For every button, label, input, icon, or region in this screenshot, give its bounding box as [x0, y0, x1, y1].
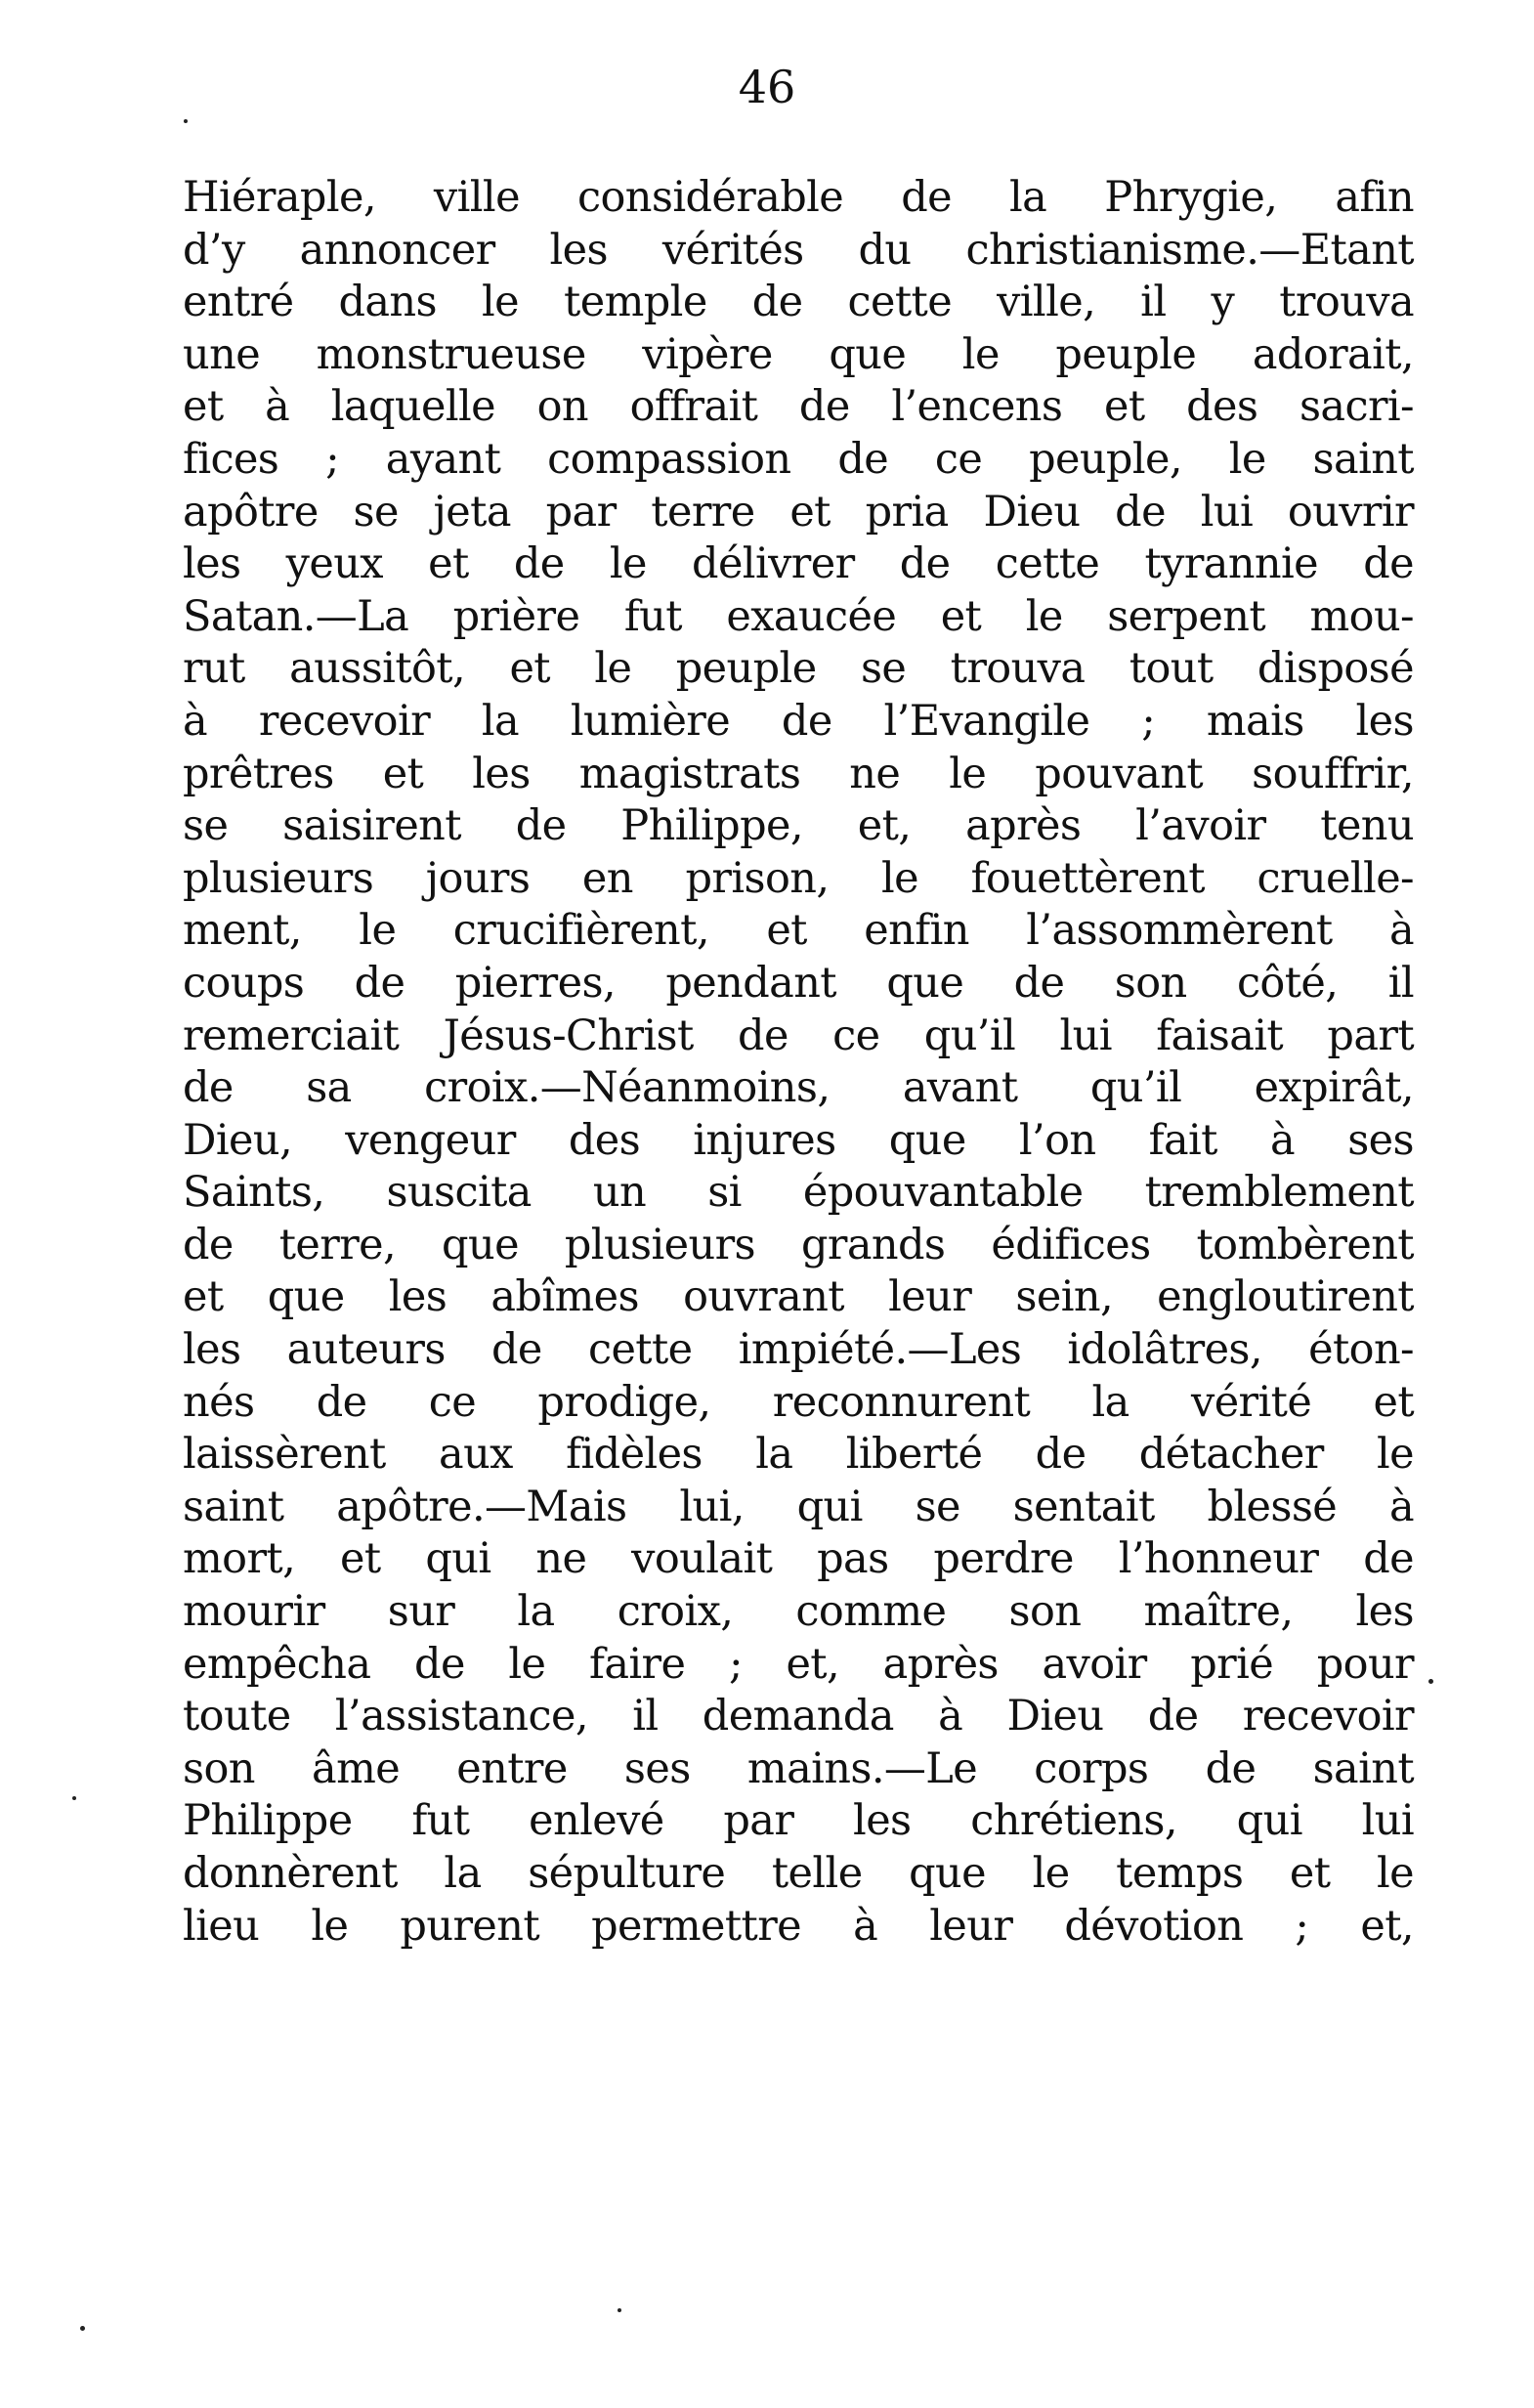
text-line: apôtre se jeta par terre et pria Dieu de lui ouvrir — [183, 487, 1414, 537]
text-line: saint apôtre.—Mais lui, qui se sentait blessé à — [183, 1482, 1414, 1531]
text-line: une monstrueuse vipère que le peuple adorait, — [183, 329, 1414, 379]
text-line: fices ; ayant compassion de ce peuple, le saint — [183, 434, 1414, 484]
text-line: et à laquelle on offrait de l’encens et des sacri- — [183, 382, 1414, 432]
text-line: mort, et qui ne voulait pas perdre l’honneur de — [183, 1534, 1414, 1584]
text-line: Philippe fut enlevé par les chrétiens, qui lui — [183, 1796, 1414, 1846]
text-line: lieu le purent permettre à leur dévotion ; et, — [183, 1901, 1414, 1951]
text-line: plusieurs jours en prison, le fouettèrent cruelle- — [183, 853, 1414, 903]
text-line: toute l’assistance, il demanda à Dieu de recevoir — [183, 1692, 1414, 1742]
text-line: rut aussitôt, et le peuple se trouva tout disposé — [183, 644, 1414, 694]
scan-speck — [72, 1796, 76, 1800]
text-line: empêcha de le faire ; et, après avoir prié pour — [183, 1639, 1414, 1689]
text-line: coups de pierres, pendant que de son côté, il — [183, 958, 1414, 1008]
text-line: les yeux et de le délivrer de cette tyrannie de — [183, 539, 1414, 589]
text-line: son âme entre ses mains.—Le corps de saint — [183, 1743, 1414, 1793]
text-line: Saints, suscita un si épouvantable tremblement — [183, 1168, 1414, 1218]
text-line: remerciait Jésus-Christ de ce qu’il lui faisait part — [183, 1010, 1414, 1060]
text-line: nés de ce prodige, reconnurent la vérité et — [183, 1377, 1414, 1427]
text-line: Dieu, vengeur des injures que l’on fait à ses — [183, 1115, 1414, 1165]
scan-speck — [618, 2308, 621, 2312]
text-line: entré dans le temple de cette ville, il y trouva — [183, 278, 1414, 327]
text-line: de terre, que plusieurs grands édifices tombèrent — [183, 1220, 1414, 1269]
text-line: mourir sur la croix, comme son maître, les — [183, 1587, 1414, 1637]
text-line: laissèrent aux fidèles la liberté de détacher le — [183, 1430, 1414, 1480]
text-line: à recevoir la lumière de l’Evangile ; mais les — [183, 696, 1414, 746]
scan-speck — [1428, 1679, 1433, 1684]
text-line: donnèrent la sépulture telle que le temps et le — [183, 1849, 1414, 1898]
text-line: prêtres et les magistrats ne le pouvant souffrir, — [183, 749, 1414, 798]
body-text — [183, 172, 1414, 1953]
page-number: 46 — [738, 61, 796, 113]
text-line: de sa croix.—Néanmoins, avant qu’il expirât, — [183, 1063, 1414, 1113]
text-line: d’y annoncer les vérités du christianisme.—Etant — [183, 225, 1414, 275]
text-line: ment, le crucifièrent, et enfin l’assommèrent à — [183, 906, 1414, 956]
text-line: Satan.—La prière fut exaucée et le serpent mou- — [183, 591, 1414, 641]
text-line: se saisirent de Philippe, et, après l’avoir tenu — [183, 801, 1414, 851]
text-line: et que les abîmes ouvrant leur sein, engloutirent — [183, 1272, 1414, 1322]
text-line: Hiéraple, ville considérable de la Phrygie, afin — [183, 173, 1414, 222]
scan-speck — [80, 2326, 85, 2331]
scan-speck — [184, 119, 188, 123]
text-line: les auteurs de cette impiété.—Les idolâtres, éton- — [183, 1325, 1414, 1375]
